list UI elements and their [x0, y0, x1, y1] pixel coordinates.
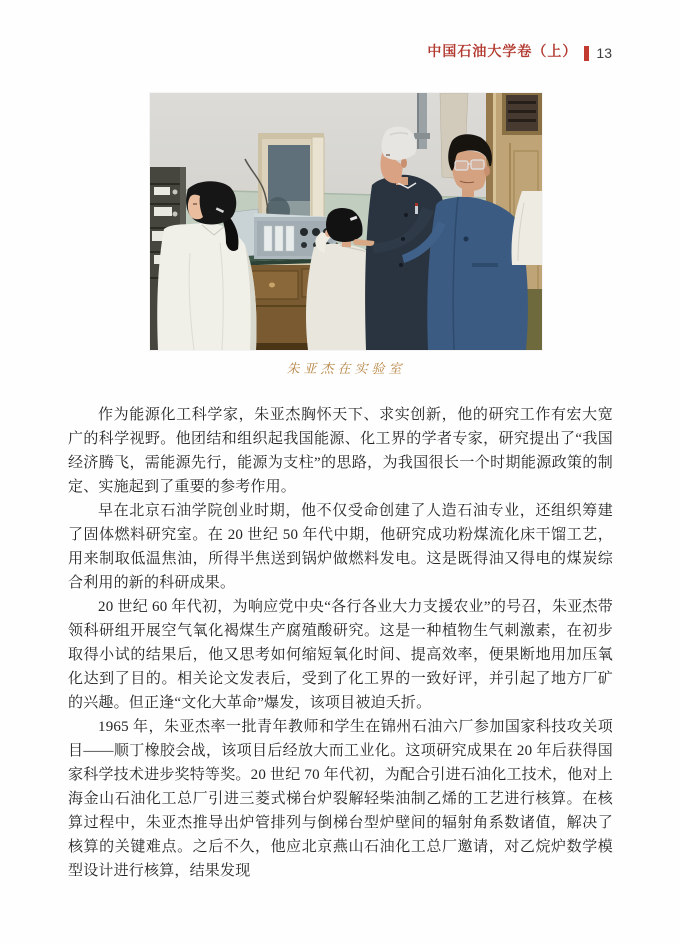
photo-illustration: [150, 93, 542, 350]
paragraph-3: 20 世纪 60 年代初，为响应党中央“各行各业大力支援农业”的号召，朱亚杰带领科研组开展空气氧化褐煤生产腐殖酸研究。这是一种植物生气刺激素，在初步取得小试的结果后，他又思考如何缩短氧化时间、提高效率，便果断地用加压氧化达到了目的。相关论文发表后，受到了化工界的一致好评，并引起了地方厂矿的兴趣。但正逢“文化大革命”爆发，该项目被迫夭折。: [68, 599, 613, 711]
book-volume-title: 中国石油大学卷（上）: [427, 45, 578, 60]
running-header: [427, 44, 612, 62]
paragraph-1: 作为能源化工科学家，朱亚杰胸怀天下、求实创新，他的研究工作有宏大宽广的科学视野。他团结和组织起我国能源、化工界的学者专家，研究提出了“我国经济腾飞，需能源先行，能源为支柱”的思路，为我国很长一个时期能源政策的制定、实施起到了重要的参考作用。: [68, 407, 613, 495]
photo-zhu-yajie-in-lab: [150, 93, 542, 350]
page-number-separator-bar: [584, 46, 589, 61]
page-number: 13: [596, 45, 612, 61]
photo-caption: 朱亚杰在实验室: [286, 361, 406, 376]
paragraph-2: 早在北京石油学院创业时期，他不仅受命创建了人造石油专业，还组织筹建了固体燃料研究室。在 20 世纪 50 年代中期，他研究成功粉煤流化床干馏工艺，用来制取低温焦油，所得半焦送到锅炉做燃料发电。这是既得油又得电的煤炭综合利用的新的科研成果。: [68, 503, 613, 591]
article-body: [68, 403, 613, 883]
paragraph-4: 1965 年，朱亚杰率一批青年教师和学生在锦州石油六厂参加国家科技攻关项目——顺丁橡胶会战，该项目后经放大而工业化。这项研究成果在 20 年后获得国家科学技术进步奖特等奖。20 世纪 70 年代初，为配合引进石油化工技术，他对上海金山石油化工总厂引进三菱式梯台炉裂解轻柴油制乙烯的工艺进行核算。在核算过程中，朱亚杰推导出炉管排列与倒梯台型炉壁间的辐射角系数诸值，解决了核算的关键难点。之后不久，他应北京燕山石油化工总厂邀请，对乙烷炉数学模型设计进行核算，结果发现: [68, 719, 613, 879]
